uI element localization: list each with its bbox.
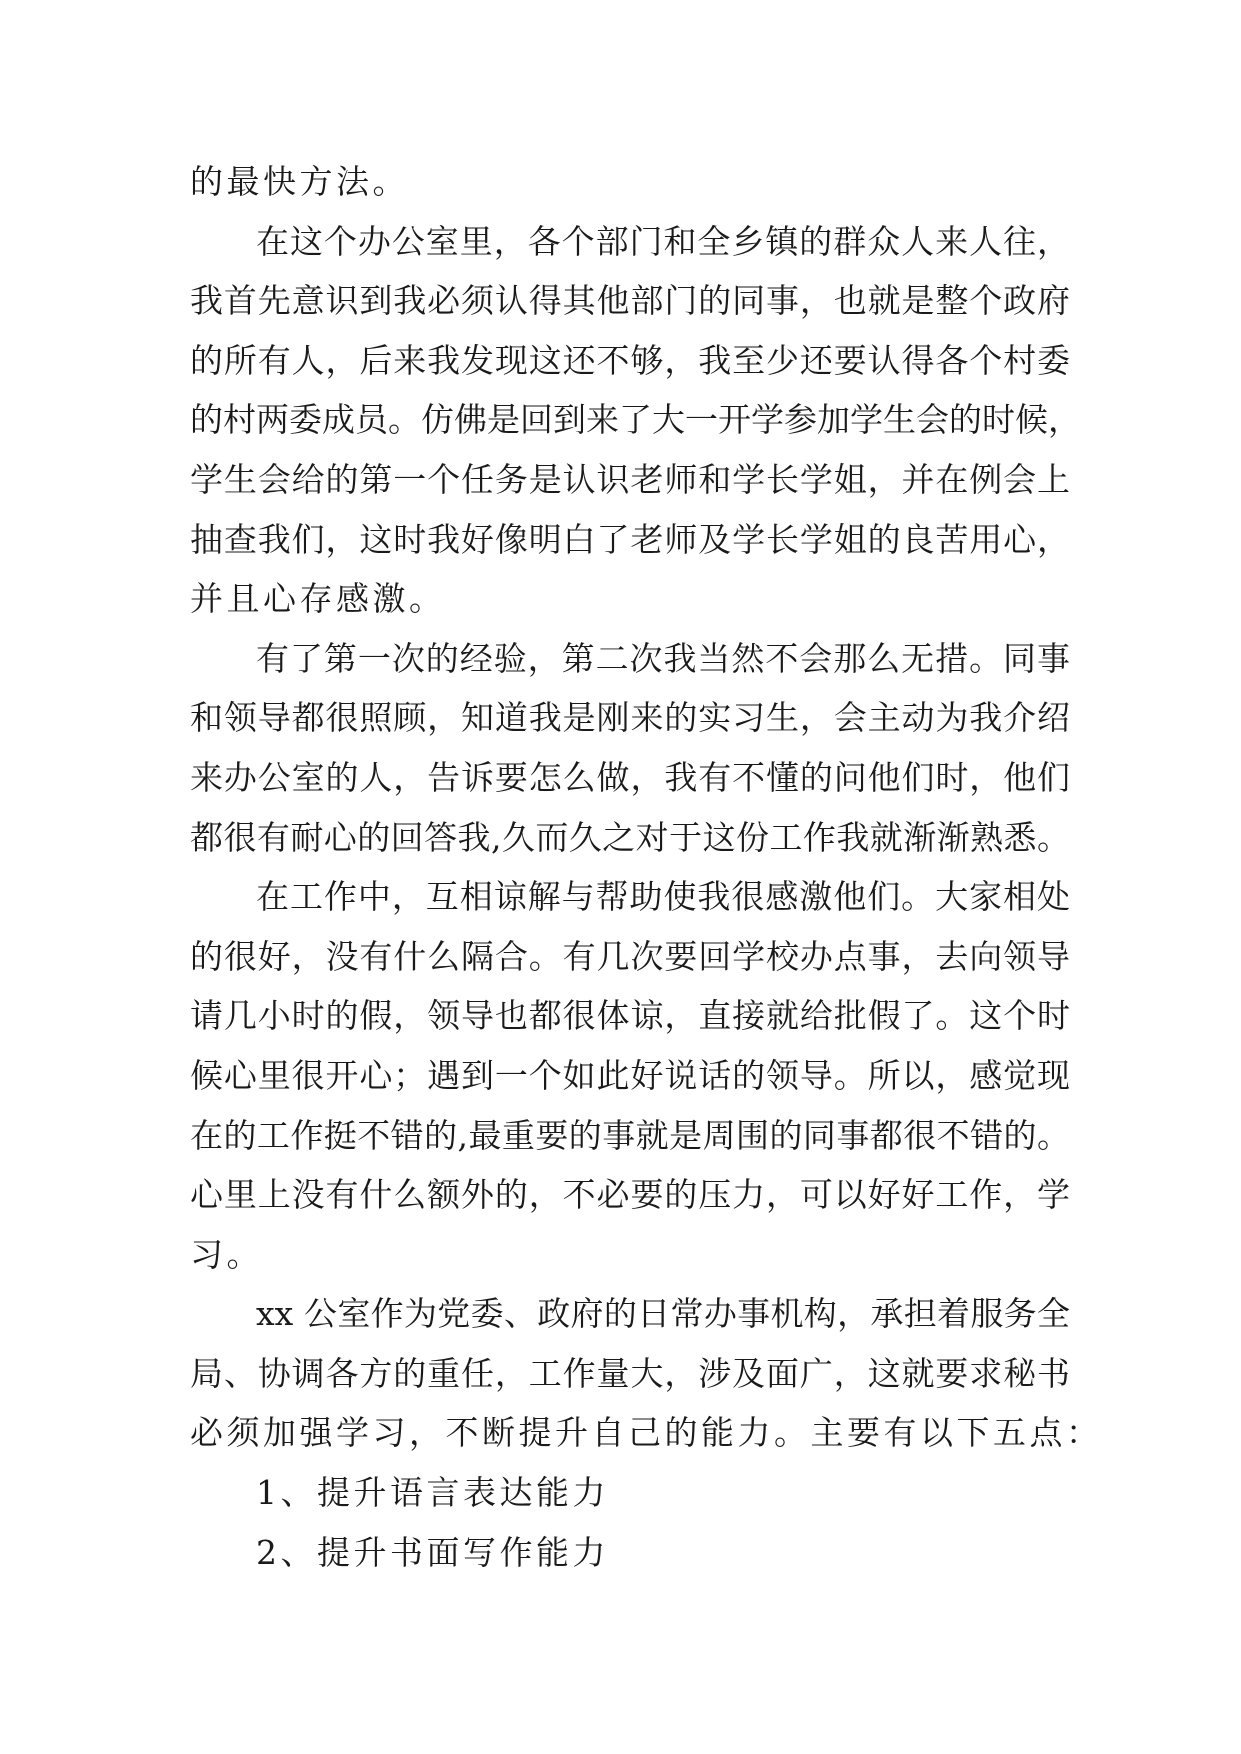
- text-line: 候心里很开心；遇到一个如此好说话的领导。所以，感觉现: [190, 1055, 1070, 1095]
- paragraph-start: 有了第一次的经验，第二次我当然不会那么无措。同事: [256, 638, 1070, 678]
- paragraph-start: 在这个办公室里，各个部门和全乡镇的群众人来人往，: [256, 221, 1070, 261]
- text-line: 的村两委成员。仿佛是回到来了大一开学参加学生会的时候，: [190, 400, 1081, 440]
- text-line: 我首先意识到我必须认得其他部门的同事，也就是整个政府: [190, 281, 1070, 321]
- list-item: 1、提升语言表达能力: [256, 1473, 609, 1513]
- text-line: 学生会给的第一个任务是认识老师和学长学姐，并在例会上: [190, 459, 1070, 499]
- text-line: 在的工作挺不错的,最重要的事就是周围的同事都很不错的。: [190, 1115, 1070, 1155]
- text-line: 请几小时的假，领导也都很体谅，直接就给批假了。这个时: [190, 996, 1070, 1036]
- text-line: 的很好，没有什么隔合。有几次要回学校办点事，去向领导: [190, 936, 1070, 976]
- text-line: 都很有耐心的回答我,久而久之对于这份工作我就渐渐熟悉。: [190, 817, 1070, 857]
- text-line: 的最快方法。: [190, 162, 409, 201]
- text-line: 习。: [190, 1234, 263, 1274]
- paragraph-start: 在工作中，互相谅解与帮助使我很感激他们。大家相处: [256, 877, 1070, 917]
- text-line: 必须加强学习，不断提升自己的能力。主要有以下五点：: [190, 1413, 1103, 1453]
- paragraph-start: xx 公室作为党委、政府的日常办事机构，承担着服务全: [256, 1294, 1070, 1334]
- text-line: 来办公室的人，告诉要怎么做，我有不懂的问他们时，他们: [190, 757, 1070, 797]
- text-line: 和领导都很照顾，知道我是刚来的实习生，会主动为我介绍: [190, 698, 1070, 738]
- text-line: 心里上没有什么额外的，不必要的压力，可以好好工作，学: [190, 1175, 1070, 1215]
- text-line: 并且心存感激。: [190, 579, 446, 619]
- text-line: 局、协调各方的重任，工作量大，涉及面广，这就要求秘书: [190, 1353, 1070, 1393]
- text-line: 的所有人，后来我发现这还不够，我至少还要认得各个村委: [190, 340, 1070, 380]
- document-body: [190, 152, 1103, 1582]
- text-line: 抽查我们，这时我好像明白了老师及学长学姐的良苦用心，: [190, 519, 1070, 559]
- list-item: 2、提升书面写作能力: [256, 1532, 609, 1572]
